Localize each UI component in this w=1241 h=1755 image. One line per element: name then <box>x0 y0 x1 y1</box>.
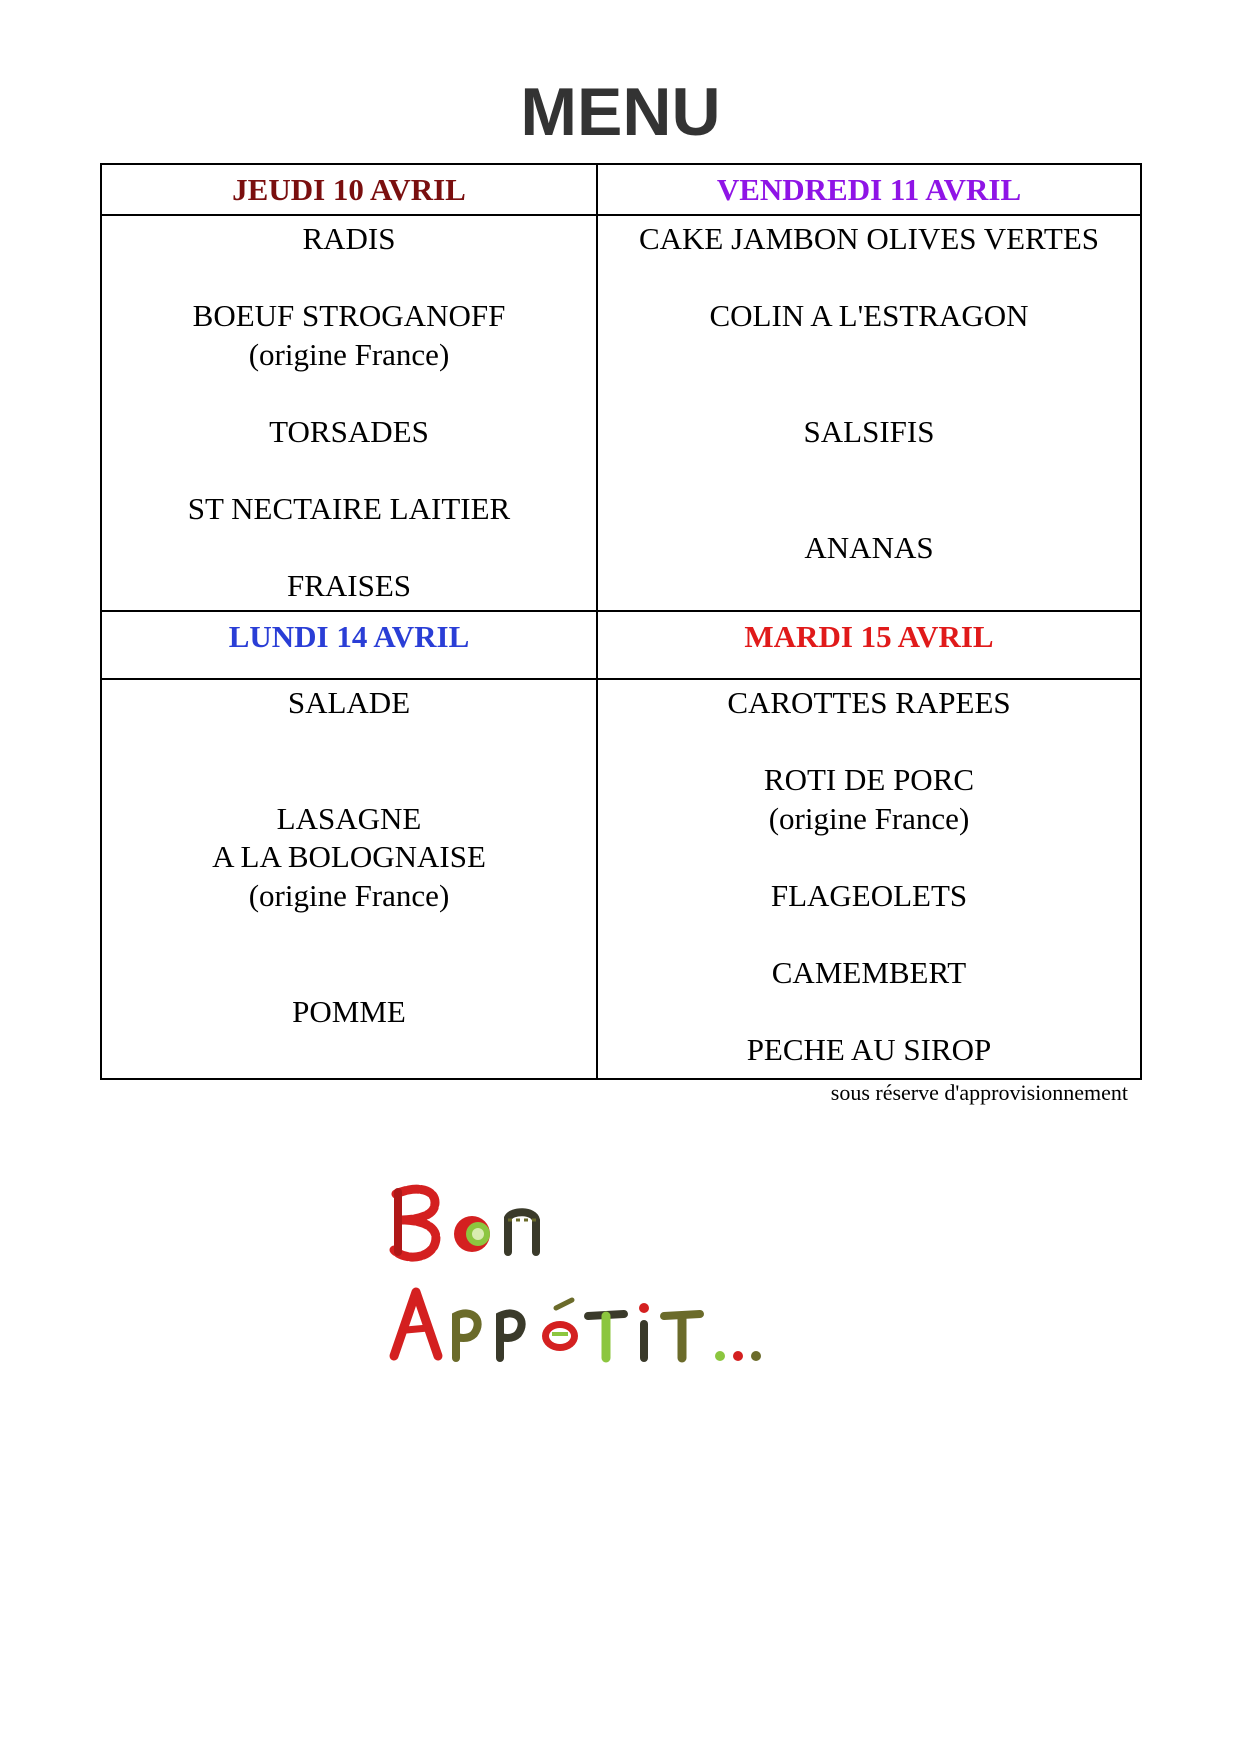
spacer <box>598 452 1140 491</box>
dish-item: POMME <box>292 993 406 1029</box>
day-header-jeudi <box>102 165 598 216</box>
dish-item: FLAGEOLETS <box>770 877 968 913</box>
spacer <box>102 374 596 413</box>
day-menu-mardi <box>598 680 1140 1078</box>
logo-word-bon <box>394 1189 536 1257</box>
logo-word-appetit <box>394 1292 761 1361</box>
dish-item: (origine France) <box>248 336 450 372</box>
dish-item: (origine France) <box>768 800 970 836</box>
spacer <box>598 490 1140 529</box>
spacer <box>102 529 596 568</box>
dish-item: CAKE JAMBON OLIVES VERTES <box>638 221 1099 256</box>
dish-item: ST NECTAIRE LAITIER <box>187 491 511 527</box>
dish-item: TORSADES <box>269 413 429 449</box>
day-header-vendredi <box>598 165 1140 216</box>
spacer <box>598 993 1140 1032</box>
day-menu-vendredi <box>598 216 1140 612</box>
dish-item: (origine France) <box>248 877 450 913</box>
spacer <box>102 761 596 800</box>
dish-item: BOEUF STROGANOFF <box>192 298 506 334</box>
dish-item: LASAGNE <box>276 800 422 836</box>
spacer <box>102 259 596 298</box>
dish-item: ANANAS <box>804 529 934 565</box>
bon-appetit-logo <box>388 1180 828 1380</box>
day-label: VENDREDI 11 AVRIL <box>716 172 1022 207</box>
spacer <box>598 259 1140 298</box>
day-menu-jeudi <box>102 216 598 612</box>
spacer <box>598 374 1140 413</box>
spacer <box>598 336 1140 375</box>
day-label: JEUDI 10 AVRIL <box>232 172 466 207</box>
spacer <box>102 916 596 955</box>
spacer <box>598 723 1140 762</box>
dish-item: A LA BOLOGNAISE <box>212 839 486 875</box>
page-title: MENU <box>520 74 721 150</box>
spacer <box>102 452 596 491</box>
day-header-mardi <box>598 612 1140 680</box>
spacer <box>102 723 596 762</box>
spacer <box>598 838 1140 877</box>
supply-note: sous réserve d'approvisionnement <box>830 1080 1128 1105</box>
dish-item: RADIS <box>302 221 396 256</box>
dish-item: PECHE AU SIROP <box>746 1032 992 1068</box>
dish-item: SALSIFIS <box>803 413 935 449</box>
day-label: LUNDI 14 AVRIL <box>228 619 470 654</box>
dish-item: SALADE <box>287 685 411 720</box>
menu-table <box>100 163 1142 1080</box>
dish-item: COLIN A L'ESTRAGON <box>709 298 1029 334</box>
spacer <box>598 916 1140 955</box>
dish-item: CAMEMBERT <box>771 955 967 991</box>
dish-item: FRAISES <box>286 568 412 604</box>
dish-item: CAROTTES RAPEES <box>727 685 1011 720</box>
spacer <box>102 954 596 993</box>
dish-item: ROTI DE PORC <box>763 762 975 798</box>
day-label: MARDI 15 AVRIL <box>744 619 994 654</box>
day-menu-lundi <box>102 680 598 1078</box>
day-header-lundi <box>102 612 598 680</box>
